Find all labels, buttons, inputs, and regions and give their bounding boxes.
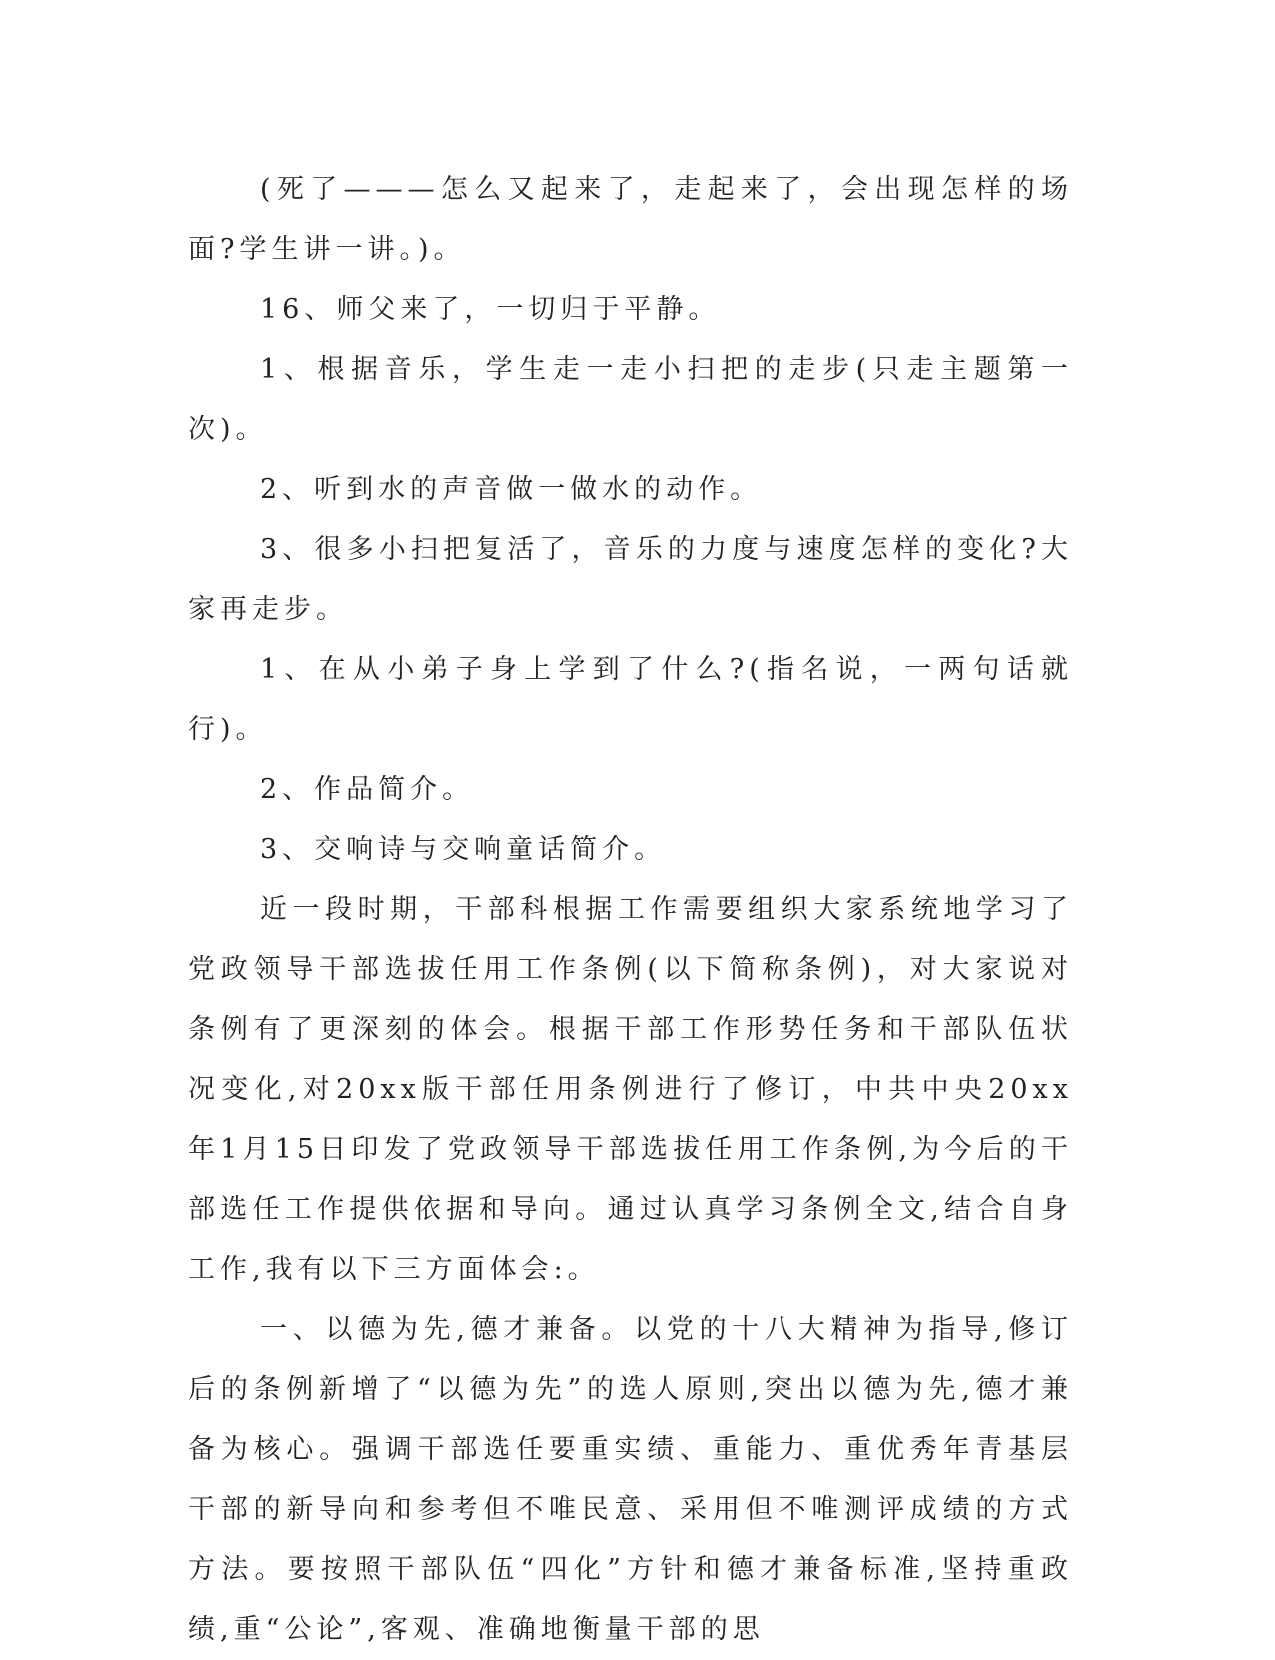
paragraph-6: 1、在从小弟子身上学到了什么?(指名说，一两句话就行)。	[188, 654, 1073, 745]
paragraph-4: 2、听到水的声音做一做水的动作。	[260, 474, 763, 505]
paragraph-3: 1、根据音乐，学生走一走小扫把的走步(只走主题第一次)。	[188, 354, 1073, 445]
paragraph-1: (死了———怎么又起来了，走起来了，会出现怎样的场面?学生讲一讲。)。	[188, 174, 1073, 265]
paragraph-5: 3、很多小扫把复活了，音乐的力度与速度怎样的变化?大家再走步。	[188, 534, 1073, 625]
paragraph-9: 近一段时期，干部科根据工作需要组织大家系统地学习了党政领导干部选拔任用工作条例(以下简称条例)，对大家说对条例有了更深刻的体会。根据干部工作形势任务和干部队伍状况变化,对20xx版干部任用条例进行了修订，中共中央20xx年1月15日印发了党政领导干部选拔任用工作条例,为今后的干部选任工作提供依据和导向。通过认真学习条例全文,结合自身工作,我有以下三方面体会:。	[188, 894, 1073, 1285]
paragraph-8: 3、交响诗与交响童话简介。	[260, 834, 667, 865]
paragraph-7: 2、作品简介。	[260, 774, 475, 805]
paragraph-2: 16、师父来了，一切归于平静。	[260, 294, 721, 325]
document-body	[188, 160, 1073, 1660]
paragraph-10: 一、以德为先,德才兼备。以党的十八大精神为指导,修订后的条例新增了“以德为先”的选人原则,突出以德为先,德才兼备为核心。强调干部选任要重实绩、重能力、重优秀年青基层干部的新导向和参考但不唯民意、采用但不唯测评成绩的方式方法。要按照干部队伍“四化”方针和德才兼备标准,坚持重政绩,重“公论”,客观、准确地衡量干部的思	[188, 1314, 1073, 1645]
